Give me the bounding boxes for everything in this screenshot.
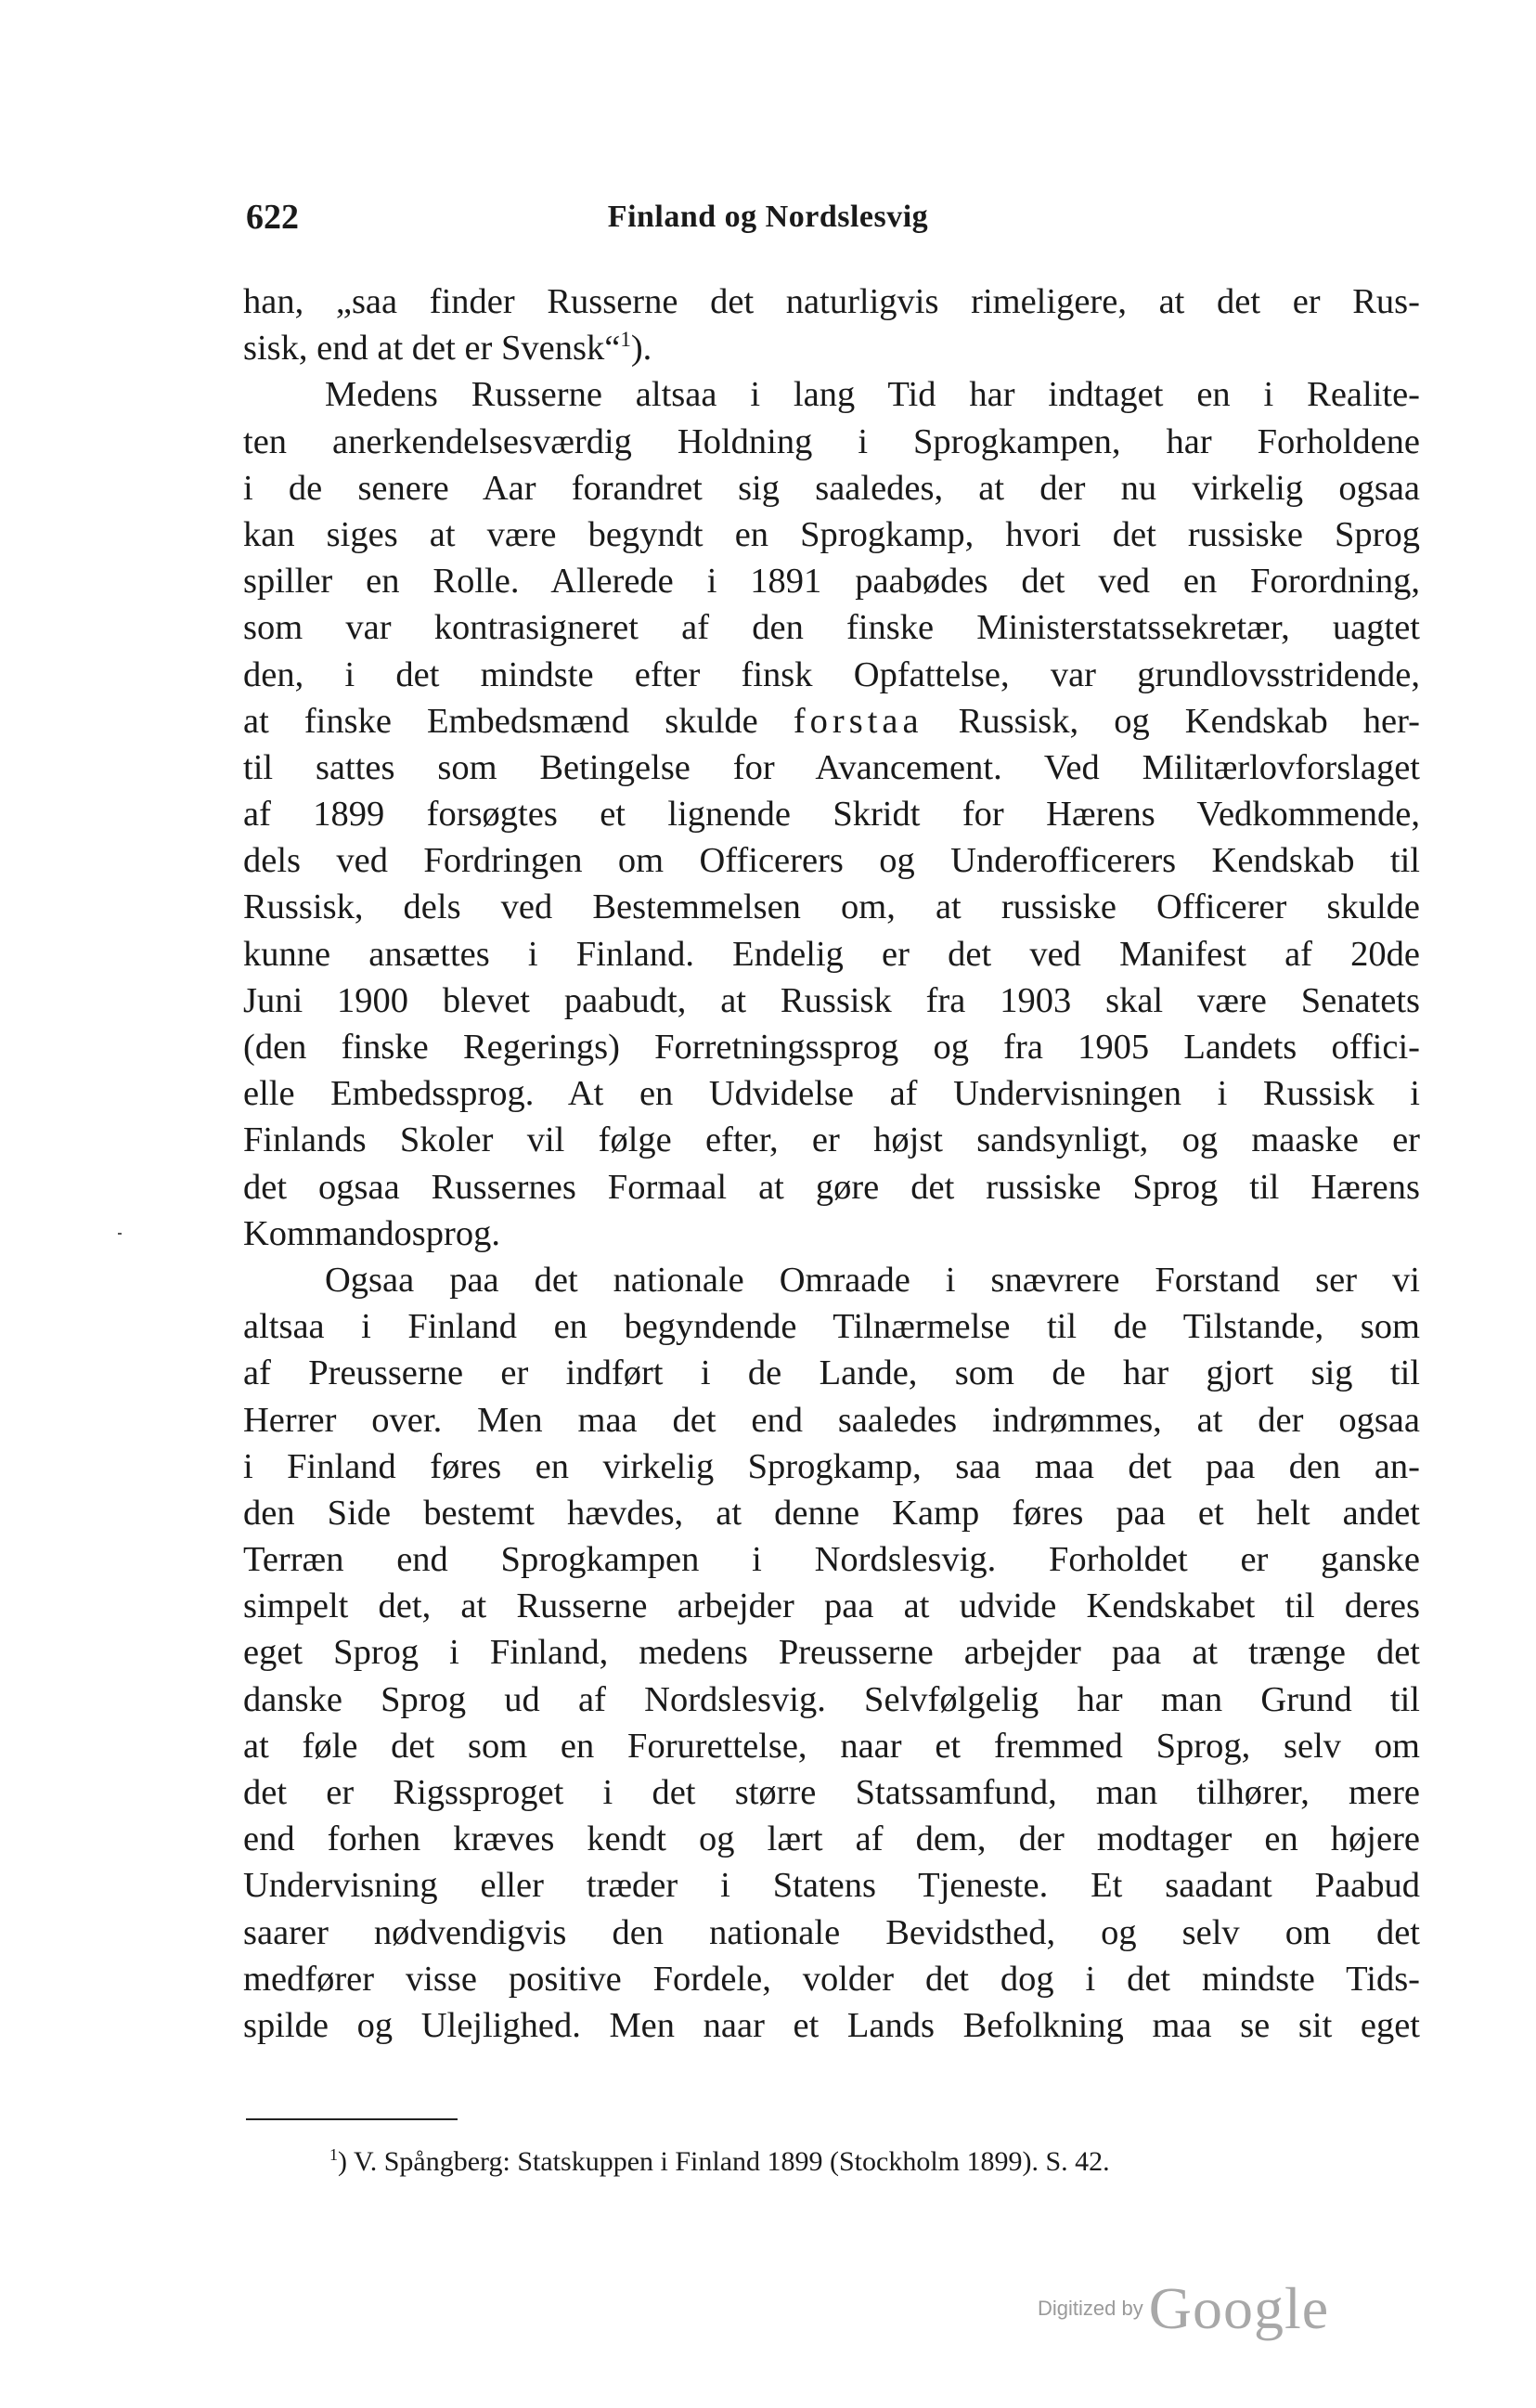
digitized-watermark xyxy=(1038,2274,1329,2343)
text-line-content: Russisk, og Kendskab her- xyxy=(958,701,1421,741)
text-line-content: sisk, end at det er Svensk“ xyxy=(243,329,621,369)
text-line xyxy=(243,698,1420,744)
text-line: (den finske Regerings) Forretningssprog og fra 1905 Landets offici- xyxy=(243,1028,1420,1067)
text-line: Russisk, dels ved Bestemmelsen om, at russiske Officerer skulde xyxy=(243,887,1420,927)
text-line: spiller en Rolle. Allerede i 1891 paabødes det ved en Forordning, xyxy=(243,562,1420,602)
text-line: spilde og Ulejlighed. Men naar et Lands Befolkning maa se sit eget xyxy=(243,2005,1420,2045)
footnote xyxy=(329,2146,1110,2178)
text-line: af Preusserne er indført i de Lande, som de har gjort sig til xyxy=(243,1353,1420,1393)
text-line: Finlands Skoler vil følge efter, er højst sandsynligt, og maaske er xyxy=(243,1120,1420,1160)
text-line: Herrer over. Men maa det end saaledes indrømmes, at der ogsaa xyxy=(243,1400,1420,1440)
text-line xyxy=(243,325,1420,371)
text-line: kunne ansættes i Finland. Endelig er det ved Manifest af 20de xyxy=(243,934,1420,974)
footnote-text: ) V. Spångberg: Statskuppen i Finland 1899 (Stockholm 1899). S. 42. xyxy=(338,2146,1110,2177)
text-line: Undervisning eller træder i Statens Tjeneste. Et saadant Paabud xyxy=(243,1866,1420,1906)
text-line: den Side bestemt hævdes, at denne Kamp føres paa et helt andet xyxy=(243,1493,1420,1533)
text-line: den, i det mindste efter finsk Opfattelse, var grundlovsstridende, xyxy=(243,654,1420,694)
text-line: dels ved Fordringen om Officerers og Underofficerers Kendskab til xyxy=(243,841,1420,881)
body-text xyxy=(243,278,1420,2049)
text-line: danske Sprog ud af Nordslesvig. Selvfølgelig har man Grund til xyxy=(243,1679,1420,1719)
text-line: end forhen kræves kendt og lært af dem, der modtager en højere xyxy=(243,1819,1420,1859)
text-line: til sattes som Betingelse for Avancement. Ved Militærlovforslaget xyxy=(243,747,1420,787)
text-line: ten anerkendelsesværdig Holdning i Sprogkampen, har Forholdene xyxy=(243,421,1420,461)
text-line: af 1899 forsøgtes et lignende Skridt for Hærens Vedkommende, xyxy=(243,795,1420,835)
page-number: 622 xyxy=(246,198,299,237)
footnote-rule xyxy=(246,2118,458,2120)
watermark-prefix: Digitized by xyxy=(1038,2297,1143,2320)
footnote-marker: 1 xyxy=(329,2145,338,2164)
margin-mark xyxy=(118,1233,122,1235)
text-line: Medens Russerne altsaa i lang Tid har indtaget en i Realite- xyxy=(325,375,1420,415)
text-line: han, „saa finder Russerne det naturligvis rimeligere, at det er Rus- xyxy=(243,282,1420,321)
text-line: at føle det som en Forurettelse, naar et fremmed Sprog, selv om xyxy=(243,1726,1420,1766)
google-logo: Google xyxy=(1148,2275,1330,2341)
text-line: det er Rigssproget i det større Statssamfund, man tilhører, mere xyxy=(243,1773,1420,1812)
running-head: Finland og Nordslesvig xyxy=(607,200,929,234)
text-line: saarer nødvendigvis den nationale Bevidsthed, og selv om det xyxy=(243,1912,1420,1952)
text-line: Ogsaa paa det nationale Omraade i snævrere Forstand ser vi xyxy=(325,1260,1420,1300)
text-line: kan siges at være begyndt en Sprogkamp, hvori det russiske Sprog xyxy=(243,514,1420,554)
text-line: det ogsaa Russernes Formaal at gøre det russiske Sprog til Hærens xyxy=(243,1167,1420,1207)
footnote-ref: 1 xyxy=(620,327,631,352)
text-line: Terræn end Sprogkampen i Nordslesvig. Forholdet er ganske xyxy=(243,1540,1420,1580)
text-line: simpelt det, at Russerne arbejder paa at udvide Kendskabet til deres xyxy=(243,1586,1420,1626)
text-line-content: at finske Embedsmænd skulde xyxy=(243,701,758,741)
text-line: medfører visse positive Fordele, volder det dog i det mindste Tids- xyxy=(243,1959,1420,1999)
text-line: elle Embedssprog. At en Udvidelse af Undervisningen i Russisk i xyxy=(243,1074,1420,1114)
emphasis-spaced: forstaa xyxy=(793,701,923,741)
text-line: altsaa i Finland en begyndende Tilnærmelse til de Tilstande, som xyxy=(243,1307,1420,1347)
text-line: eget Sprog i Finland, medens Preusserne arbejder paa at trænge det xyxy=(243,1633,1420,1673)
text-line-tail: ). xyxy=(630,329,652,369)
text-line: som var kontrasigneret af den finske Ministerstatssekretær, uagtet xyxy=(243,608,1420,648)
text-line: Juni 1900 blevet paabudt, at Russisk fra 1903 skal være Senatets xyxy=(243,980,1420,1020)
text-line: i de senere Aar forandret sig saaledes, at der nu virkelig ogsaa xyxy=(243,468,1420,508)
text-line: Kommandosprog. xyxy=(243,1213,500,1253)
text-line: i Finland føres en virkelig Sprogkamp, saa maa det paa den an- xyxy=(243,1446,1420,1486)
